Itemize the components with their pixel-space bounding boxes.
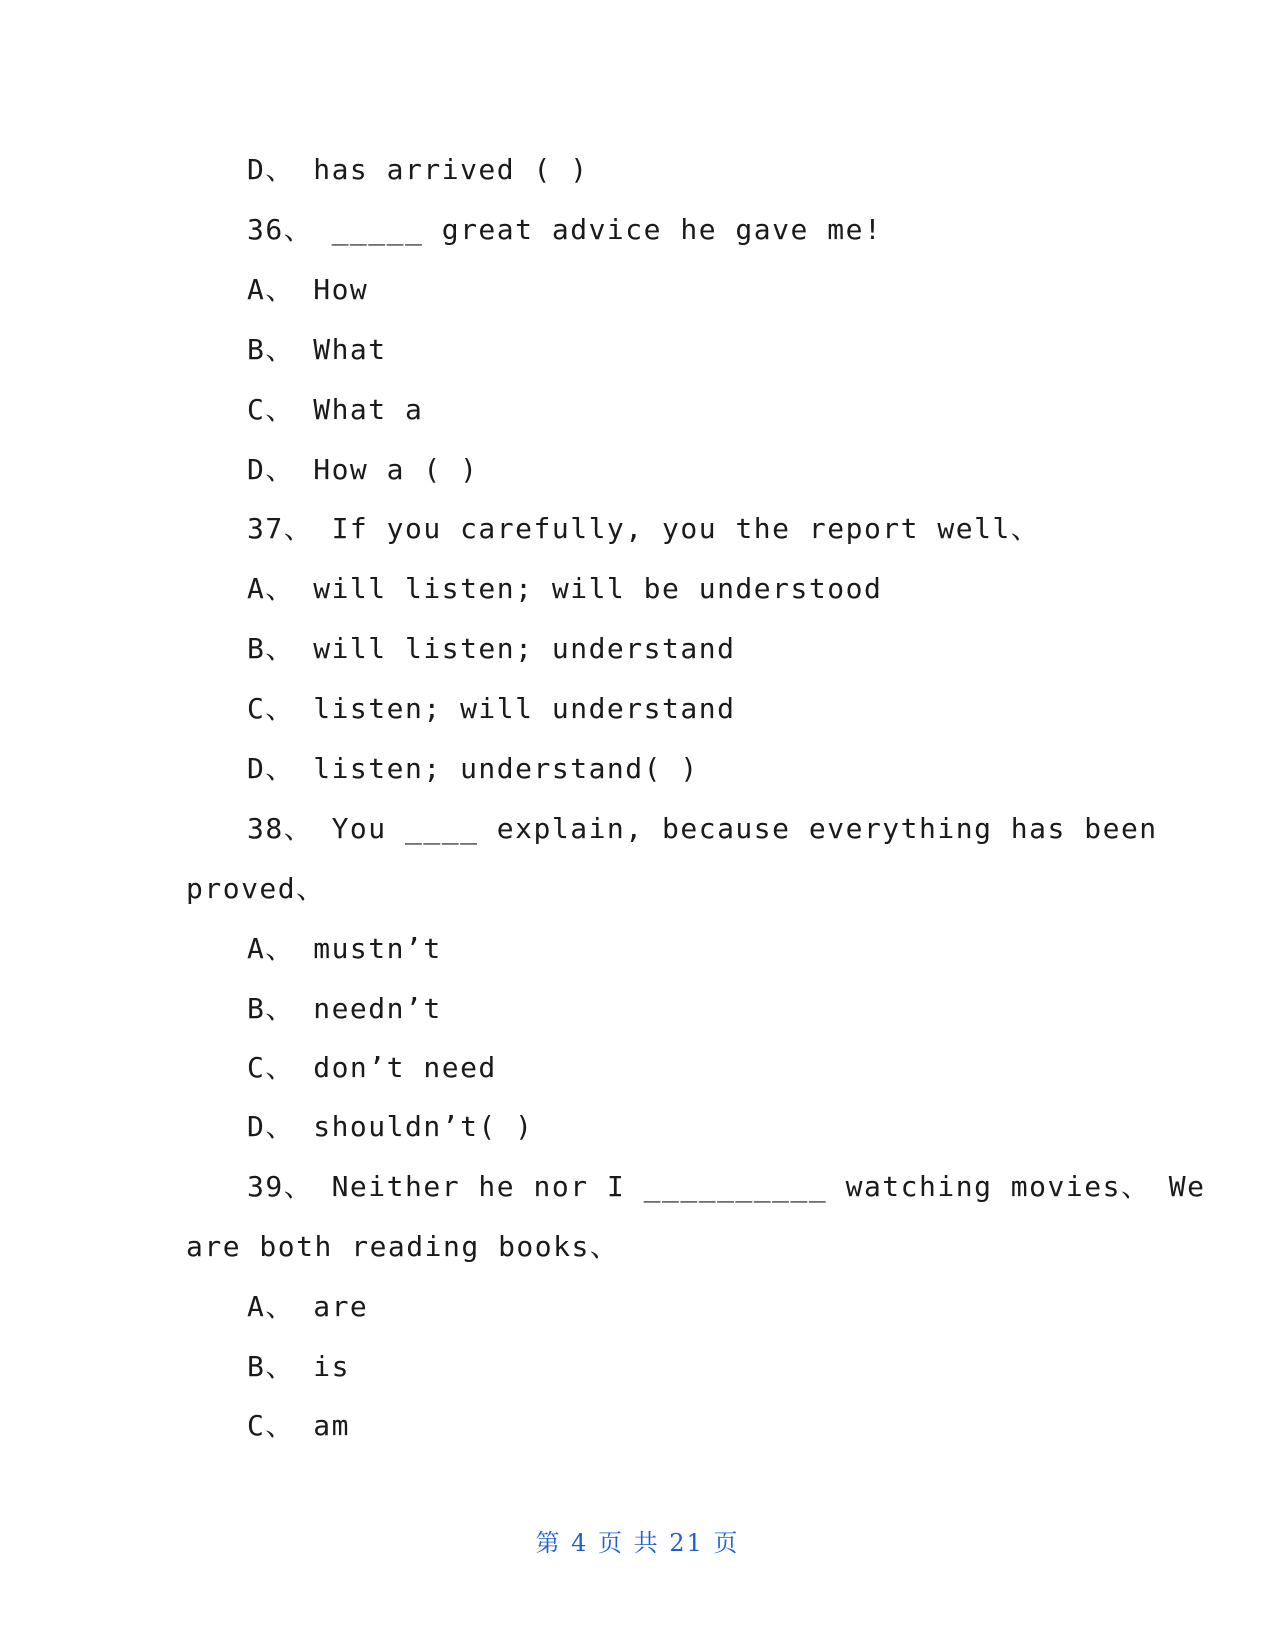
question-38-continuation: proved、 bbox=[186, 872, 326, 905]
option-37-b: B、 will listen; understand bbox=[247, 632, 736, 665]
option-39-c: C、 am bbox=[247, 1409, 350, 1442]
option-36-c: C、 What a bbox=[247, 393, 424, 426]
question-39-continuation: are both reading books、 bbox=[186, 1230, 620, 1263]
question-36: 36、 _____ great advice he gave me! bbox=[247, 213, 883, 246]
option-39-b: B、 is bbox=[247, 1350, 350, 1383]
option-38-a: A、 mustn’t bbox=[247, 932, 442, 965]
option-37-d: D、 listen; understand( ) bbox=[247, 752, 699, 785]
option-35-d: D、 has arrived ( ) bbox=[247, 153, 589, 186]
option-37-c: C、 listen; will understand bbox=[247, 692, 736, 725]
option-37-a: A、 will listen; will be understood bbox=[247, 572, 883, 605]
option-39-a: A、 are bbox=[247, 1290, 369, 1323]
option-36-b: B、 What bbox=[247, 333, 387, 366]
option-38-c: C、 don’t need bbox=[247, 1051, 497, 1084]
option-38-d: D、 shouldn’t( ) bbox=[247, 1110, 534, 1143]
page-number-footer: 第 4 页 共 21 页 bbox=[535, 1529, 740, 1557]
question-39: 39、 Neither he nor I __________ watching movies、 We bbox=[247, 1170, 1206, 1203]
option-36-a: A、 How bbox=[247, 273, 369, 306]
question-37: 37、 If you carefully, you the report well、 bbox=[247, 512, 1041, 545]
question-38: 38、 You ____ explain, because everything has been bbox=[247, 812, 1158, 845]
option-38-b: B、 needn’t bbox=[247, 992, 442, 1025]
option-36-d: D、 How a ( ) bbox=[247, 453, 479, 486]
